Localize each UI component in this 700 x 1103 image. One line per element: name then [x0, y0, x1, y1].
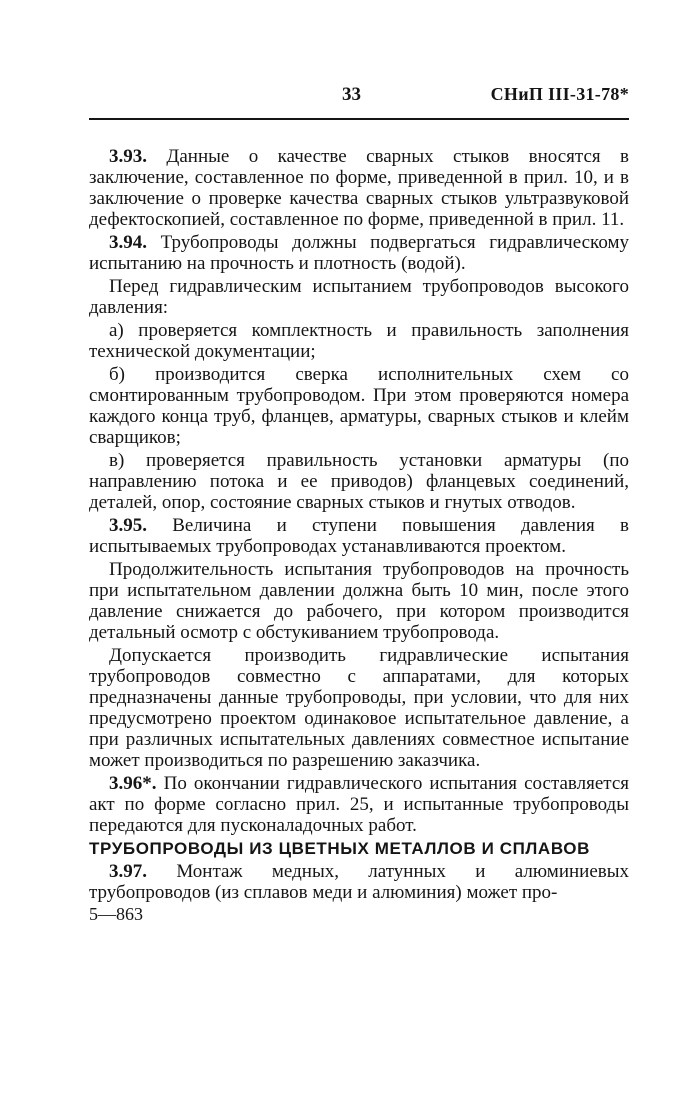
- paragraph-text: в) проверяется правильность установки арматуры (по направлению потока и ее приводов) фланцевых соединений, деталей, опор, состояние сварных стыков и гнутых отводов.: [89, 450, 629, 513]
- list-item-v: [89, 450, 629, 513]
- paragraph-text: Монтаж медных, латунных и алюминиевых трубопроводов (из сплавов меди и алюминия) может про-: [89, 861, 629, 903]
- paragraph-text: Перед гидравлическим испытанием трубопроводов высокого давления:: [89, 276, 629, 318]
- page-header: [89, 84, 629, 114]
- paragraph-text: б) производится сверка исполнительных схем со смонтированным трубопроводом. При этом проверяются номера каждого конца труб, фланцев, арматуры, сварных стыков и клейм сварщиков;: [89, 364, 629, 448]
- paragraph-text: Допускается производить гидравлические испытания трубопроводов совместно с аппаратами, для которых предназначены данные трубопроводы, при условии, что для них предусмотрено проектом одинаковое испытательное давление, а при различных испытательных давлениях совместное испытание может производиться по разрешению заказчика.: [89, 645, 629, 771]
- paragraph-text: Данные о качестве сварных стыков вносятся в заключение, составленное по форме, приведенной в прил. 10, и в заключение о проверке качества сварных стыков ультразвуковой дефектоскопией, составленное по форме, приведенной в прил. 11.: [89, 146, 629, 230]
- paragraph-text: Величина и ступени повышения давления в испытываемых трубопроводах устанавливаются проектом.: [89, 515, 629, 557]
- header-rule: [89, 118, 629, 120]
- paragraph: [89, 276, 629, 318]
- document-code: СНиП III-31-78*: [490, 84, 629, 104]
- clause-number: 3.97.: [109, 861, 147, 882]
- paragraph-3-97: [89, 861, 629, 903]
- clause-number: 3.95.: [109, 515, 147, 536]
- document-body: [89, 146, 629, 924]
- paragraph-3-96: [89, 773, 629, 836]
- paragraph-text: По окончании гидравлического испытания составляется акт по форме согласно прил. 25, и испытанные трубопроводы передаются для пусконаладочных работ.: [89, 773, 629, 836]
- paragraph: [89, 645, 629, 771]
- paragraph-3-94: [89, 232, 629, 274]
- page-number: 33: [342, 84, 361, 105]
- section-heading: ТРУБОПРОВОДЫ ИЗ ЦВЕТНЫХ МЕТАЛЛОВ И СПЛАВОВ: [89, 839, 590, 858]
- document-page: [89, 84, 629, 924]
- paragraph-text: а) проверяется комплектность и правильность заполнения технической документации;: [89, 320, 629, 362]
- clause-number: 3.96*.: [109, 773, 157, 794]
- paragraph-text: Трубопроводы должны подвергаться гидравлическому испытанию на прочность и плотность (водой).: [89, 232, 629, 274]
- paragraph-3-93: [89, 146, 629, 230]
- paragraph-text: Продолжительность испытания трубопроводов на прочность при испытательном давлении должна быть 10 мин, после этого давление снижается до рабочего, при котором производится детальный осмотр с обстукиванием трубопровода.: [89, 559, 629, 643]
- list-item-a: [89, 320, 629, 362]
- clause-number: 3.94.: [109, 232, 147, 253]
- signature-mark: 5—863: [89, 904, 143, 924]
- clause-number: 3.93.: [109, 146, 147, 167]
- list-item-b: [89, 364, 629, 448]
- paragraph: [89, 559, 629, 643]
- paragraph-3-95: [89, 515, 629, 557]
